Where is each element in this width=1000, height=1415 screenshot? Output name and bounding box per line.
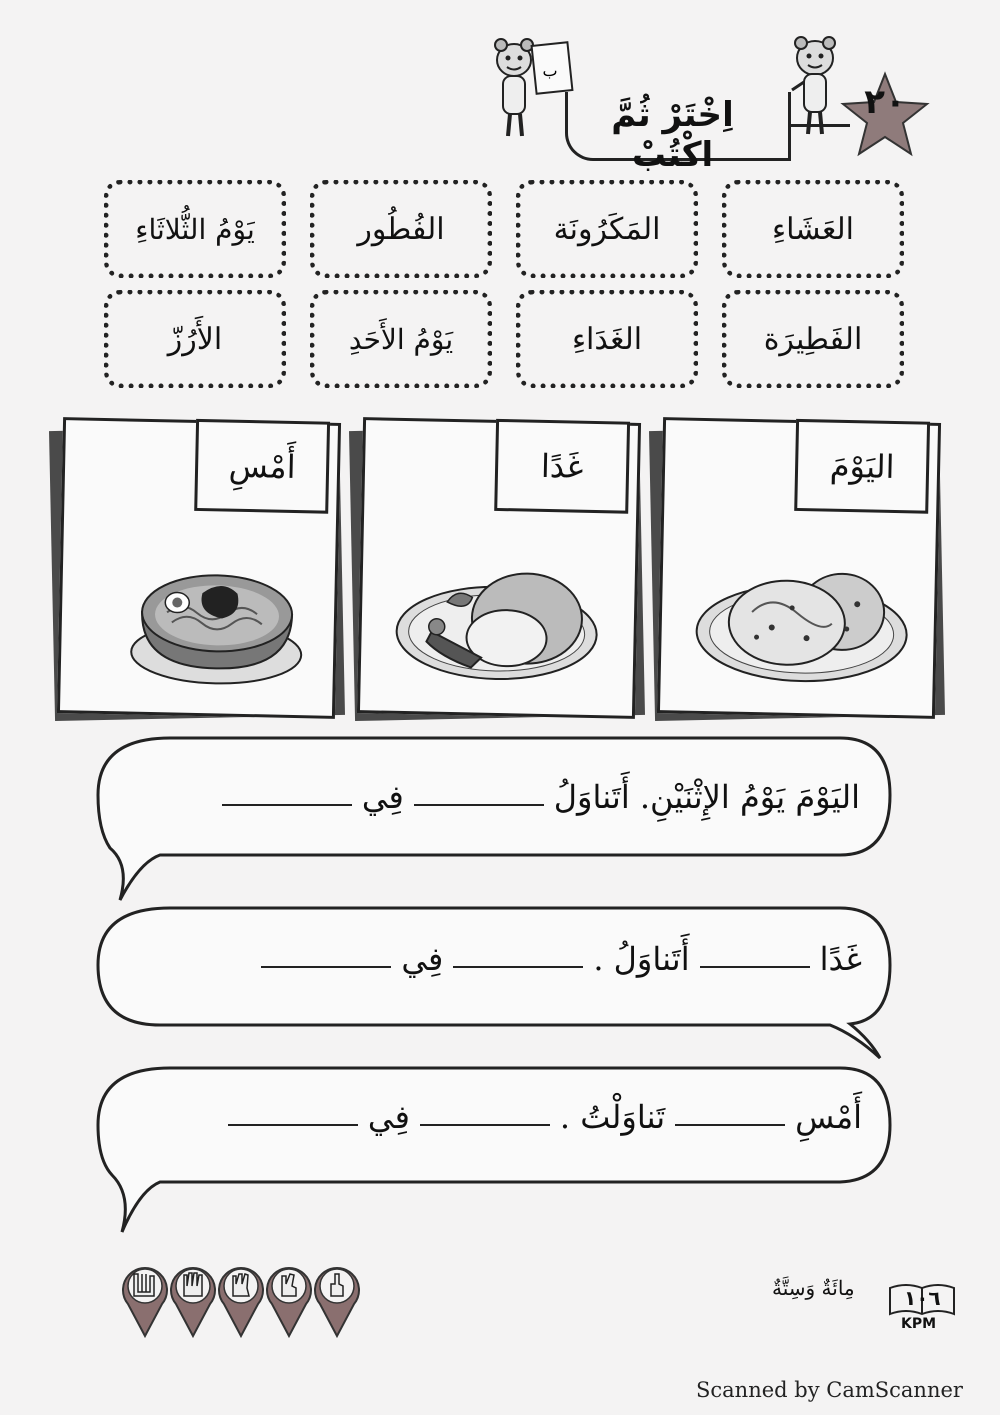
sentence-1 xyxy=(140,778,860,816)
word-option[interactable]: الغَدَاءِ xyxy=(516,290,698,388)
answer-blank[interactable] xyxy=(261,964,391,968)
hand-sign-1-icon xyxy=(312,1262,362,1338)
sentence-text: اليَوْمَ يَوْمُ الإِثْنَيْنِ. أَتَناوَلُ xyxy=(553,778,860,816)
word-option[interactable]: الفَطِيرَة xyxy=(722,290,904,388)
word-option[interactable]: العَشَاءِ xyxy=(722,180,904,278)
sentence-text: فِي xyxy=(361,778,404,816)
sentence-text: فِي xyxy=(401,940,444,978)
board-letter: ب xyxy=(542,61,558,80)
answer-blank[interactable] xyxy=(222,802,352,806)
word-option[interactable]: الفُطُور xyxy=(310,180,492,278)
sentence-text: . أَتَناوَلُ xyxy=(593,940,690,978)
answer-blank[interactable] xyxy=(675,1122,785,1126)
sentence-3 xyxy=(142,1098,862,1136)
hand-sign-2-icon xyxy=(264,1262,314,1338)
answer-blank[interactable] xyxy=(453,964,583,968)
word-option[interactable]: الأَرُزّ xyxy=(104,290,286,388)
word-option[interactable]: يَوْمُ الثُّلاثَاءِ xyxy=(104,180,286,278)
hand-sign-4-icon xyxy=(168,1262,218,1338)
card-label: أَمْسِ xyxy=(194,419,330,514)
word-option[interactable]: يَوْمُ الأَحَدِ xyxy=(310,290,492,388)
word-option[interactable]: المَكَرُونَة xyxy=(516,180,698,278)
answer-blank[interactable] xyxy=(414,802,544,806)
hand-sign-3-icon xyxy=(216,1262,266,1338)
sentence-text: أَمْسِ xyxy=(795,1098,862,1136)
page-number-words: مِائَةٌ وَسِتَّةٌ xyxy=(772,1276,855,1300)
exercise-number: ٢٠ xyxy=(864,82,906,122)
answer-blank[interactable] xyxy=(700,964,810,968)
publisher-label: KPM xyxy=(901,1316,937,1332)
hand-sign-5-icon xyxy=(120,1262,170,1338)
sentence-text: . تَناوَلْتُ xyxy=(559,1098,666,1136)
sentence-text: فِي xyxy=(367,1098,410,1136)
card-label: غَدًا xyxy=(494,419,630,514)
sentence-text: غَدًا xyxy=(819,940,862,978)
card-label: اليَوْمَ xyxy=(794,419,930,514)
answer-blank[interactable] xyxy=(420,1122,550,1126)
answer-blank[interactable] xyxy=(228,1122,358,1126)
page-number: ١٠٦ xyxy=(904,1286,941,1310)
sentence-2 xyxy=(142,940,862,978)
scanner-watermark: Scanned by CamScanner xyxy=(696,1378,963,1402)
exercise-title: اِخْتَرْ ثُمَّ اكْتُبْ xyxy=(611,95,734,175)
